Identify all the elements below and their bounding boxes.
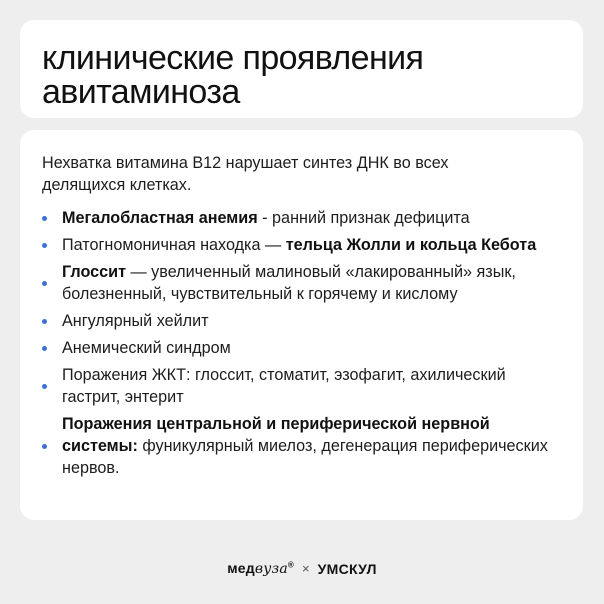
item-text: фуникулярный миелоз, дегенерация периферических нервов.	[62, 437, 548, 477]
umskul-logo: УМСКУЛ	[317, 560, 377, 577]
item-bold: тельца Жолли и кольца Кебота	[285, 236, 537, 254]
intro-text: Нехватка витамина B12 нарушает синтез ДНК во всех делящихся клетках.	[42, 154, 449, 194]
item-text: — увеличенный малиновый «лакированный» язык, болезненный, чувствительный к горячему и кислому	[62, 263, 516, 303]
bullet-dot-icon	[42, 281, 47, 286]
list-item	[42, 234, 561, 256]
title-line-1: клинические проявления	[42, 39, 424, 77]
item-bold: Поражения центральной и периферической нервной системы:	[62, 415, 490, 455]
bullet-dot-icon	[42, 384, 47, 389]
bullet-dot-icon	[42, 243, 47, 248]
title-card	[20, 20, 583, 118]
bullet-dot-icon	[42, 444, 47, 449]
title-line-2: авитаминоза	[42, 73, 240, 111]
bullet-dot-icon	[42, 216, 47, 221]
item-text: Ангулярный хейлит	[62, 312, 209, 330]
footer-logos	[0, 560, 604, 577]
list-item	[42, 364, 561, 408]
page-title	[42, 41, 561, 109]
item-text: Анемический синдром	[62, 339, 231, 357]
item-text: Поражения ЖКТ: глоссит, стоматит, эзофагит, ахилический гастрит, энтерит	[62, 366, 506, 406]
list-item	[42, 310, 561, 332]
item-text: - ранний признак дефицита	[257, 209, 470, 227]
item-bold: Мегалобластная анемия	[62, 209, 258, 227]
list-item	[42, 261, 561, 305]
bullet-dot-icon	[42, 319, 47, 324]
symptom-list	[42, 207, 561, 479]
content-card	[20, 130, 583, 520]
item-bold: Глоссит	[62, 263, 126, 281]
bullet-dot-icon	[42, 346, 47, 351]
item-text: Патогномоничная находка —	[62, 236, 286, 254]
list-item	[42, 413, 561, 479]
list-item	[42, 337, 561, 359]
medvuza-logo: медвуза®	[227, 560, 295, 577]
cross-separator: ×	[302, 561, 310, 576]
list-item	[42, 207, 561, 229]
